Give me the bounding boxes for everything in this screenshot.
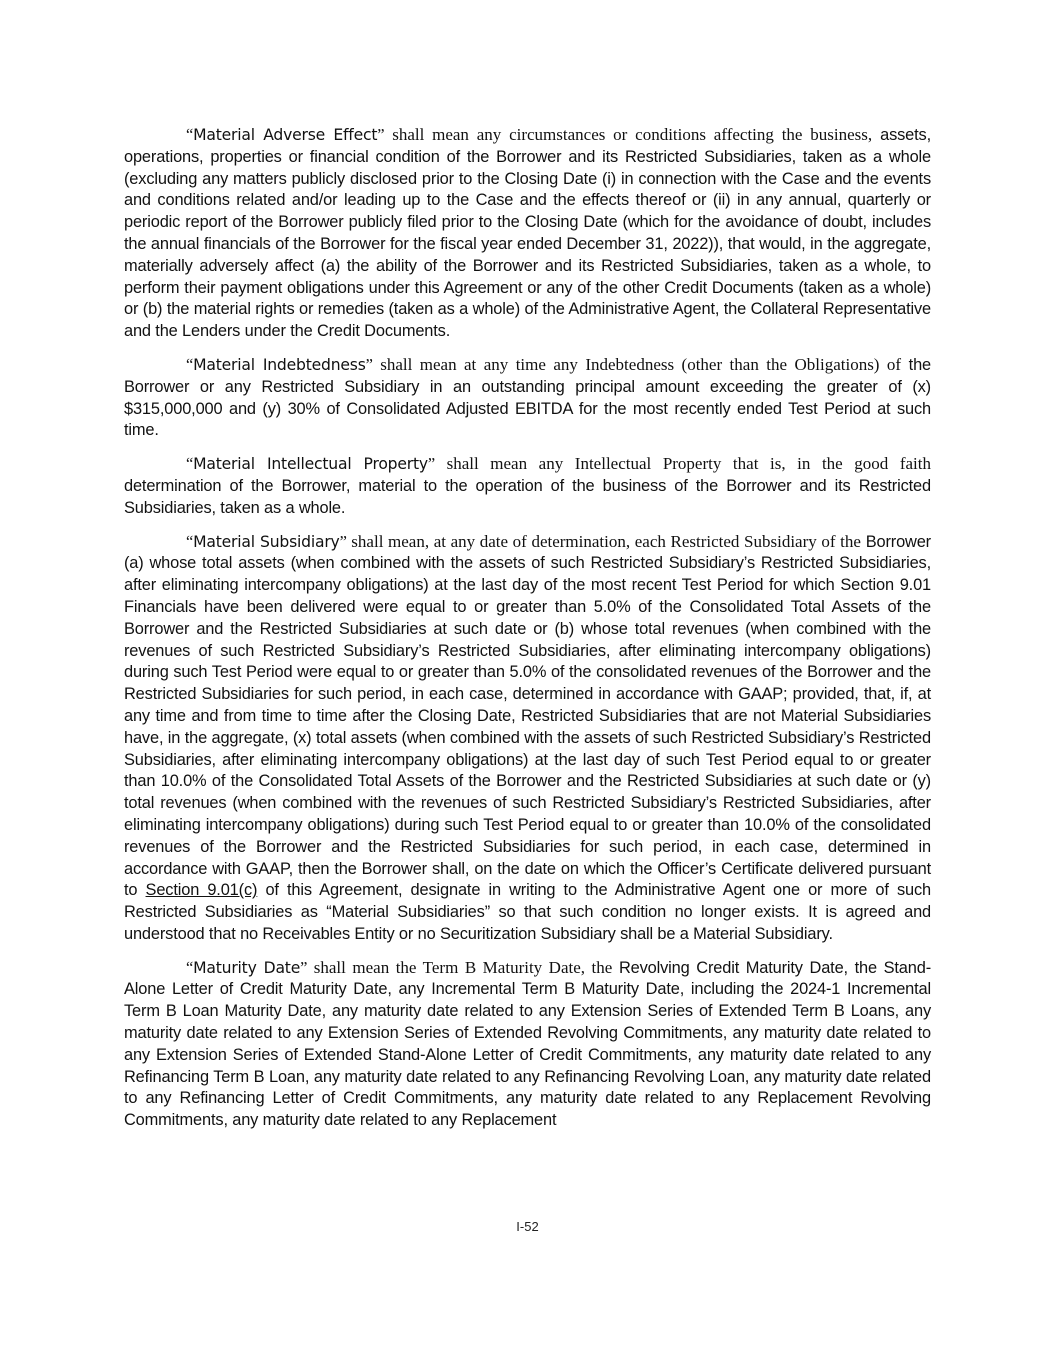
definition-body-continued: of this Agreement, designate in writing to the Administrative Agent one or more of such Restricted Subsidiaries as “Material Subsidiaries” so that such condition no longer exists. It is agreed and understood that no Receivables Entity or no Securitization Subsidiary shall be a Material Subsidiary. <box>124 881 931 943</box>
definition-lead: shall mean, at any date of determination, each Restricted Subsidiary of the <box>346 531 861 551</box>
defined-term: Material Adverse Effect <box>193 126 378 144</box>
page-number: I-52 <box>516 1219 539 1234</box>
close-quote: ” <box>427 454 436 474</box>
section-cross-reference-link[interactable]: Section 9.01(c) <box>145 881 258 900</box>
definition-lead: shall mean at any time any Indebtedness (other than the Obligations) of <box>372 354 902 374</box>
close-quote: ” <box>300 957 308 977</box>
definition-material-indebtedness <box>124 354 931 442</box>
definition-lead: shall mean any circumstances or conditions affecting the business, <box>384 125 873 144</box>
open-quote: “ <box>186 957 194 977</box>
definition-lead: shall mean any Intellectual Property that is, in the good faith <box>435 454 931 474</box>
open-quote: “ <box>186 454 194 474</box>
defined-term: Material Subsidiary <box>193 532 340 551</box>
definition-body: the Borrower or any Restricted Subsidiary in an outstanding principal amount exceeding the greater of (x) $315,000,000 and (y) 30% of Consolidated Adjusted EBITDA for the most recently ended Test Period at such time. <box>124 355 932 440</box>
close-quote: ” <box>377 125 385 144</box>
definition-material-intellectual-property <box>124 453 931 519</box>
open-quote: “ <box>186 354 194 374</box>
document-page <box>124 124 931 1143</box>
definition-material-subsidiary <box>124 531 931 946</box>
definition-body: determination of the Borrower, material to the operation of the business of the Borrower and its Restricted Subsidiaries, taken as a whole. <box>124 476 931 517</box>
definition-maturity-date <box>124 957 931 1132</box>
close-quote: ” <box>339 531 347 551</box>
defined-term: Material Intellectual Property <box>193 455 428 474</box>
close-quote: ” <box>365 354 373 374</box>
definition-body: Borrower (a) whose total assets (when combined with the assets of such Restricted Subsidiary’s Restricted Subsidiaries, after eliminating intercompany obligations) at the last day of the most recent Test Period for which Section 9.01 Financials have been delivered were equal to or greater than 5.0% of the Consolidated Total Assets of the Borrower and the Restricted Subsidiaries at such date or (b) whose total revenues (when combined with the revenues of such Restricted Subsidiary’s Restricted Subsidiaries, after eliminating intercompany obligations) during such Test Period were equal to or greater than 5.0% of the consolidated revenues of the Borrower and the Restricted Subsidiaries for such period, in each case, determined in accordance with GAAP; provided, that, if, at any time and from time to time after the Closing Date, Restricted Subsidiaries that are not Material Subsidiaries have, in the aggregate, (x) total assets (when combined with the assets of such Restricted Subsidiary’s Restricted Subsidiaries, after eliminating intercompany obligations) at the last day of such Test Period equal to or greater than 10.0% of the Consolidated Total Assets of the Borrower and the Restricted Subsidiaries at such date or (y) total revenues (when combined with the revenues of such Restricted Subsidiary’s Restricted Subsidiaries, after eliminating intercompany obligations) during such Test Period equal to or greater than 10.0% of the consolidated revenues of the Borrower and the Restricted Subsidiaries for such period, in each case, determined in accordance with GAAP, then the Borrower shall, on the date on which the Officer’s Certificate delivered pursuant to <box>124 532 931 900</box>
open-quote: “ <box>186 531 194 551</box>
open-quote: “ <box>186 125 194 144</box>
definition-body: assets, operations, properties or financial condition of the Borrower and its Restricted Subsidiaries, taken as a whole (excluding any matters publicly disclosed prior to the Closing Date (i) in connection with the Case and the events and conditions related and/or leading up to the Case and the effects thereof or (ii) in any annual, quarterly or periodic report of the Borrower publicly filed prior to the Closing Date (which for the avoidance of doubt, includes the annual financials of the Borrower for the fiscal year ended December 31, 2022)), that would, in the aggregate, materially adversely affect (a) the ability of the Borrower and its Restricted Subsidiaries, taken as a whole, to perform their payment obligations under this Agreement or any of the other Credit Documents (taken as a whole) or (b) the material rights or remedies (taken as a whole) of the Administrative Agent, the Collateral Representative and the Lenders under the Credit Documents. <box>124 126 931 341</box>
definition-lead: shall mean the Term B Maturity Date, the <box>307 957 613 977</box>
definition-body: Revolving Credit Maturity Date, the Stand-Alone Letter of Credit Maturity Date, any Incremental Term B Maturity Date, including the 2024-1 Incremental Term B Loan Maturity Date, any maturity date related to any Extension Series of Extended Term B Loans, any maturity date related to any Extension Series of Extended Revolving Commitments, any maturity date related to any Extension Series of Extended Stand-Alone Letter of Credit Commitments, any maturity date related to any Refinancing Term B Loan, any maturity date related to any Refinancing Revolving Loan, any maturity date related to any Refinancing Letter of Credit Commitments, any maturity date related to any Replacement Revolving Commitments, any maturity date related to any Replacement <box>124 958 932 1130</box>
definition-material-adverse-effect <box>124 124 931 343</box>
defined-term: Maturity Date <box>193 958 301 977</box>
defined-term: Material Indebtedness <box>193 355 366 374</box>
